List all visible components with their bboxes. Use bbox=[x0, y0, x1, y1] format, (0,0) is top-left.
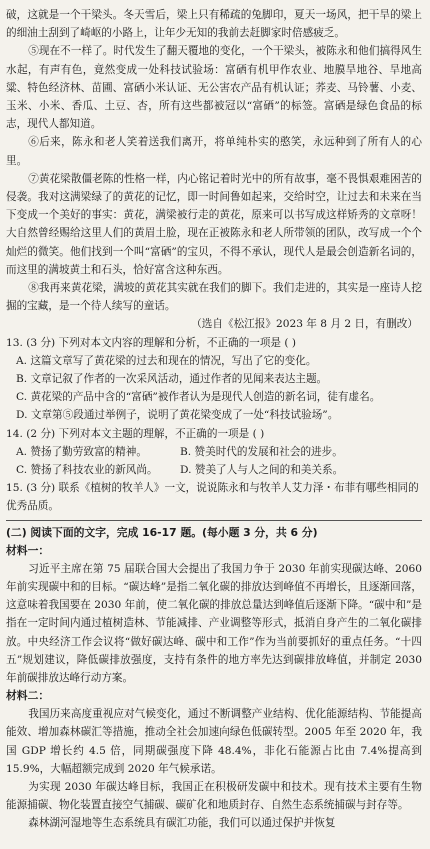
passage-paragraph-top: 破，这就是一个干梁头。冬天雪后，梁上只有稀疏的兔脚印，夏天一场风，把干旱的梁上的细油土刮到了崎岖的小路上，让年少无知的我前去赶脚家时倍感疲乏。 bbox=[6, 9, 422, 40]
question-13-option-a: A. 这篇文章写了黄花梁的过去和现在的情况，写出了它的变化。 bbox=[16, 354, 317, 367]
question-14-option-b: B. 赞美时代的发展和社会的进步。 bbox=[180, 445, 343, 458]
question-14-options-row-2 bbox=[6, 461, 422, 479]
question-15: 15. (3 分) 联系《植树的牧羊人》一文，说说陈永和与牧羊人艾力泽・布菲有哪些相同的优秀品质。 bbox=[6, 482, 419, 513]
question-13-option-d: D. 文章第⑤段通过举例子，说明了黄花梁变成了一处“科技试验场”。 bbox=[16, 409, 339, 422]
passage-source: （选自《松江报》2023 年 8 月 2 日，有删改） bbox=[191, 318, 418, 331]
material-2-paragraph-3: 森林湖河湿地等生态系统具有碳汇功能，我们可以通过保护并恢复 bbox=[28, 817, 336, 830]
question-14-option-c: C. 赞扬了科技农业的新风尚。 bbox=[16, 464, 158, 477]
material-2-label: 材料二： bbox=[6, 689, 50, 703]
material-1-text: 习近平主席在第 75 届联合国大会提出了我国力争于 2030 年前实现碳达峰、2060 年前实现碳中和的目标。“碳达峰”是指二氧化碳的排放达到峰值不再增长，且逐渐回落，这意味着我国要在 2030 年前，使二氧化碳的排放总量达到峰值后逐渐下降。“碳中和”是指在一定时间内通过植树造林、节能减排、产业调整等形式，抵消自身产生的二氧化碳排放。中央经济工作会议将“做好碳达峰、碳中和工作”作为当前要抓好的重点任务。“十四五”规划建议，降低碳排放强度，支持有条件的地方率先达到碳排放峰值，并制定 2030 年前碳排放达峰行动方案。 bbox=[6, 562, 422, 684]
question-14-option-d: D. 赞美了人与人之间的和美关系。 bbox=[180, 464, 344, 477]
question-13-option-c: C. 黄花梁的产品中含的“富硒”被作者认为是现代人创造的新名词，徒有虚名。 bbox=[16, 391, 381, 404]
passage-paragraph-8: ⑧我再来黄花梁，满坡的黄花其实就在我们的脚下。我们走进的，其实是一座诗人挖掘的宝藏，是一个待人续写的童话。 bbox=[6, 282, 422, 313]
section-divider bbox=[6, 520, 422, 521]
passage-paragraph-5: ⑤现在不一样了。时代发生了翻天覆地的变化，一个干梁头，被陈永和他们搞得风生水起，有声有色，竟然变成一处科技试验场：富硒有机甲作农业、地膜旱地谷、旱地高粱、特色经济林、苗圃、富硒小米认证、无公害农产品有机认证；荞麦、马铃薯、小麦、玉米、小米、香瓜、土豆、杏，所有这些都被冠以“富硒”的标签。富硒是绿色食品的标志，现代人都知道。 bbox=[6, 45, 422, 131]
passage-paragraph-7: ⑦黄花梁散僵老陈的性格一样，内心铭记着时光中的所有故事，毫不畏惧艰难困苦的侵袭。我对这满梁绿了的黄花的记忆，即一时间鲁如起来，交给时空，让过去和未来在当下变成一个美好的事实：黄花，满梁被行走的黄花，原来可以书写成这样矫秀的文章呀！大自然曾经赐给这里人们的黄眉土脸，现在正被陈永和老人所带领的团队，改写成一个个灿烂的微笑。他们找到一个叫“富硒”的宝贝，不得不承认，现代人是最会创造新名词的，而这里的满坡黄土和石头，恰好富含这种东西。 bbox=[6, 172, 422, 276]
question-14-options-row-1 bbox=[6, 443, 422, 461]
material-1-label: 材料一： bbox=[6, 543, 50, 557]
section-2-title: (二) 阅读下面的文字，完成 16-17 题。(每小题 3 分，共 6 分) bbox=[6, 525, 318, 539]
question-13-option-b: B. 文章记叙了作者的一次采风活动，通过作者的见闻来表达主题。 bbox=[16, 373, 328, 386]
question-14: 14. (2 分) 下列对本文主题的理解，不正确的一项是 ( ) bbox=[6, 427, 265, 440]
passage-paragraph-6: ⑥后来，陈永和老人笑着送我们离开，将单纯朴实的憨笑，永远种到了所有人的心里。 bbox=[6, 136, 422, 167]
question-13: 13. (3 分) 下列对本文内容的理解和分析，不正确的一项是 ( ) bbox=[6, 336, 297, 349]
material-2-paragraph-2: 为实现 2030 年碳达峰目标，我国正在积极研发碳中和技术。现有技术主要有生物能源捕碳、物化装置直接空气捕碳、碳矿化和地质封存、自然生态系统捕碳与封存等。 bbox=[6, 780, 422, 812]
material-2-paragraph-1: 我国历来高度重视应对气候变化，通过不断调整产业结构、优化能源结构、节能提高能效、增加森林碳汇等措施，推动全社会加速向绿色低碳转型。2005 年至 2020 年，我国 GDP 增长约 4.5 倍，同期碳强度下降 48.4%，非化石能源占比由 7.4%提高到 15.9%，大幅超额完成到 2020 年气候承诺。 bbox=[6, 708, 422, 775]
question-14-option-a: A. 赞扬了勤劳致富的精神。 bbox=[16, 445, 147, 458]
